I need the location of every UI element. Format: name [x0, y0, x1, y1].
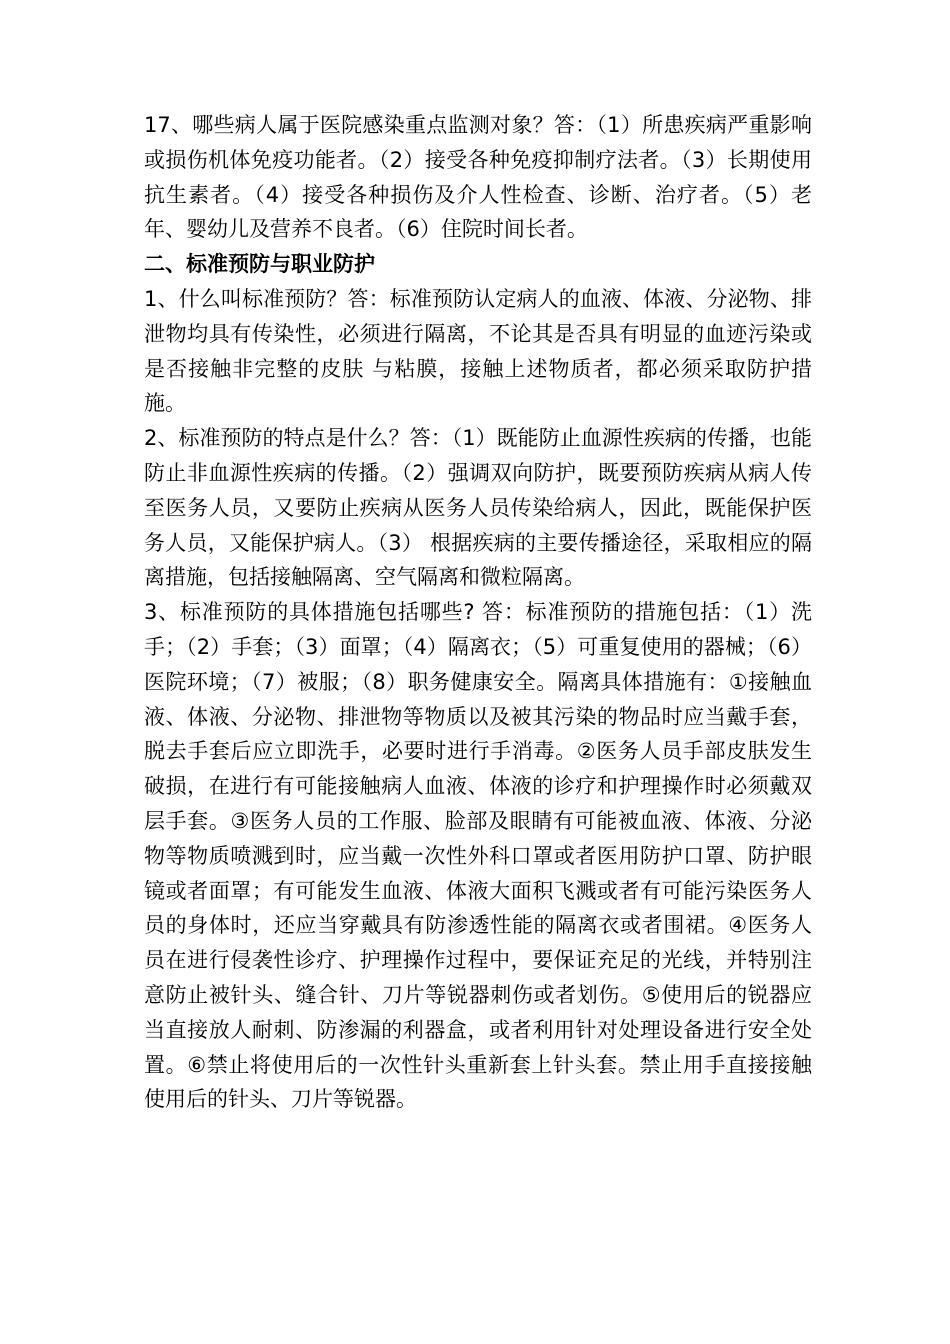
- document-page: [144, 108, 812, 1117]
- question-3-paragraph: 3、标准预防的具体措施包括哪些? 答：标准预防的措施包括：（1）洗手；（2）手套；（3）面罩；（4）隔离衣；（5）可重复使用的器械；（6）医院环境；（7）被服；（8）职务健康安全。隔离具体措施有：①接触血液、体液、分泌物、排泄物等物质以及被其污染的物品时应当戴手套，脱去手套后应立即洗手，必要时进行手消毒。②医务人员手部皮肤发生破损，在进行有可能接触病人血液、体液的诊疗和护理操作时必须戴双层手套。③医务人员的工作服、脸部及眼睛有可能被血液、体液、分泌物等物质喷溅到时，应当戴一次性外科口罩或者医用防护口罩、防护眼镜或者面罩；有可能发生血液、体液大面积飞溅或者有可能污染医务人员的身体时，还应当穿戴具有防渗透性能的隔离衣或者围裙。④医务人员在进行侵袭性诊疗、护理操作过程中，要保证充足的光线，并特别注意防止被针头、缝合针、刀片等锐器刺伤或者划伤。⑤使用后的锐器应当直接放人耐刺、防渗漏的利器盒，或者利用针对处理设备进行安全处置。⑥禁止将使用后的一次性针头重新套上针头套。禁止用手直接接触使用后的针头、刀片等锐器。: [144, 600, 812, 1112]
- section-heading: 二、标准预防与职业防护: [144, 252, 375, 277]
- question-17-paragraph: 17、哪些病人属于医院感染重点监测对象？答：（1）所患疾病严重影响或损伤机体免疫功能者。（2）接受各种免疫抑制疗法者。（3）长期使用抗生素者。（4）接受各种损伤及介人性检查、诊断、治疗者。（5）老年、婴幼儿及营养不良者。（6）住院时间长者。: [144, 113, 812, 242]
- question-2-paragraph: 2、标准预防的特点是什么？答：（1）既能防止血源性疾病的传播，也能防止非血源性疾病的传播。（2）强调双向防护，既要预防疾病从病人传至医务人员，又要防止疾病从医务人员传染给病人，因此，既能保护医务人员，又能保护病人。（3） 根据疾病的主要传播途径，采取相应的隔离措施，包括接触隔离、空气隔离和微粒隔离。: [144, 426, 812, 590]
- question-1-paragraph: 1、什么叫标准预防？答：标准预防认定病人的血液、体液、分泌物、排泄物均具有传染性，必须进行隔离，不论其是否具有明显的血迹污染或是否接触非完整的皮肤 与粘膜，接触上述物质者，都必须采取防护措施。: [144, 286, 812, 416]
